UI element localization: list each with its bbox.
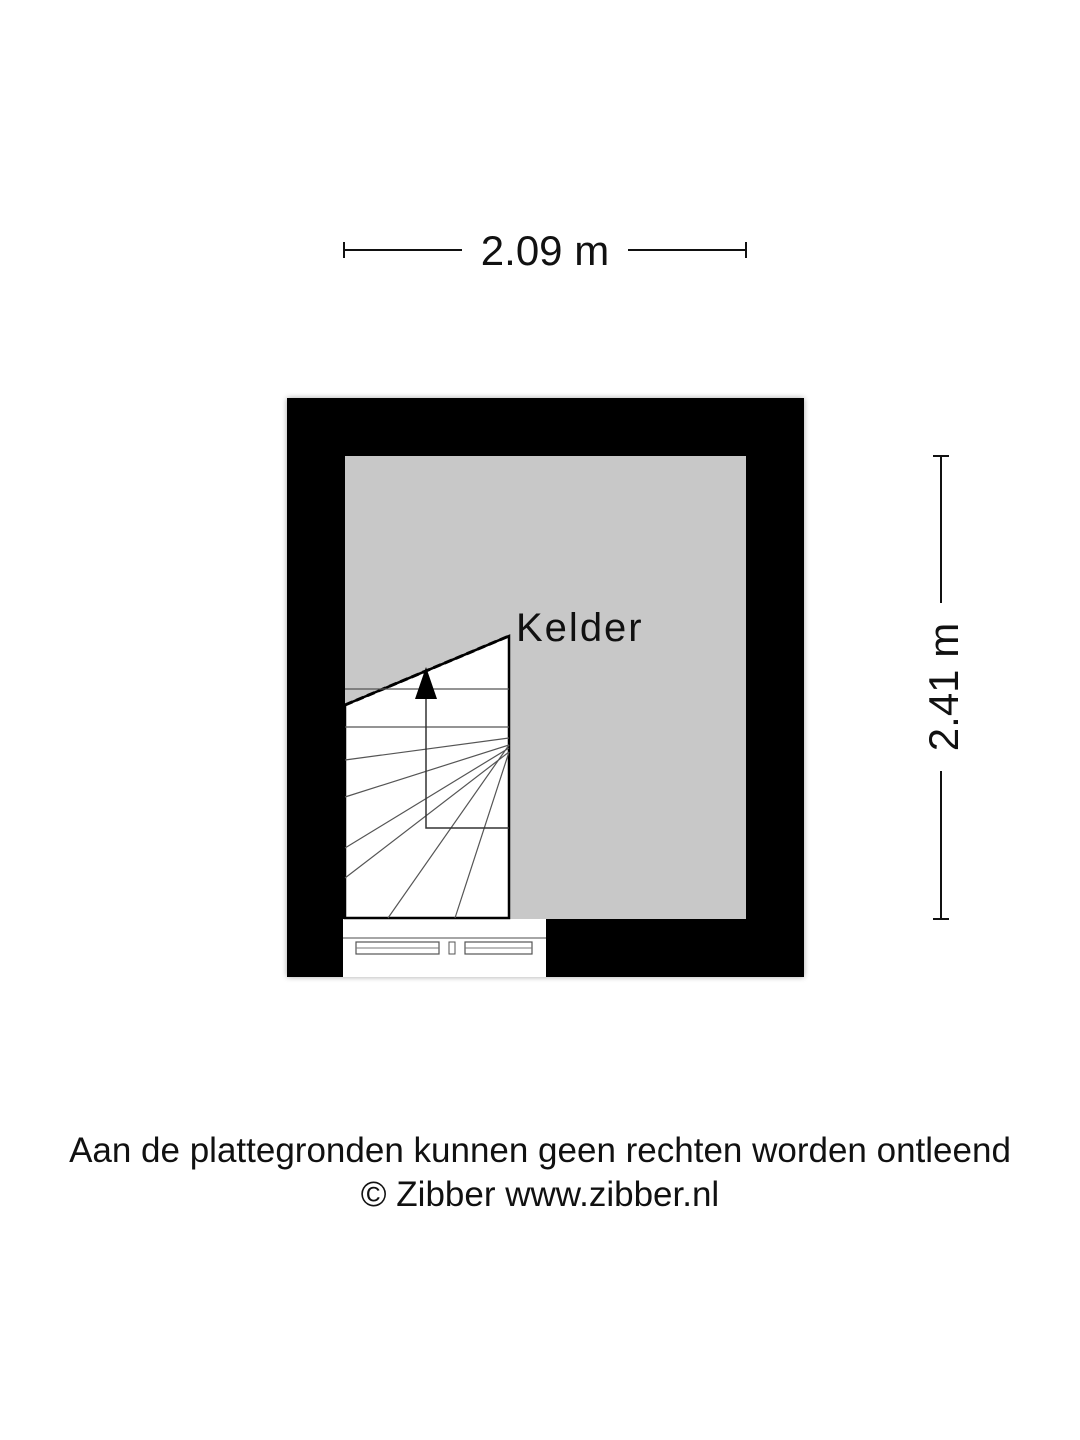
height-dimension [920, 456, 967, 919]
room-label: Kelder [516, 606, 644, 650]
height-dimension-label: 2.41 m [920, 622, 967, 752]
door-divider [449, 942, 455, 954]
width-dimension [344, 227, 746, 274]
width-dimension-label: 2.09 m [480, 227, 610, 274]
door-opening [343, 919, 546, 977]
copyright-text: © Zibber www.zibber.nl [360, 1175, 720, 1214]
disclaimer-text: Aan de plattegronden kunnen geen rechten worden ontleend [69, 1131, 1011, 1170]
